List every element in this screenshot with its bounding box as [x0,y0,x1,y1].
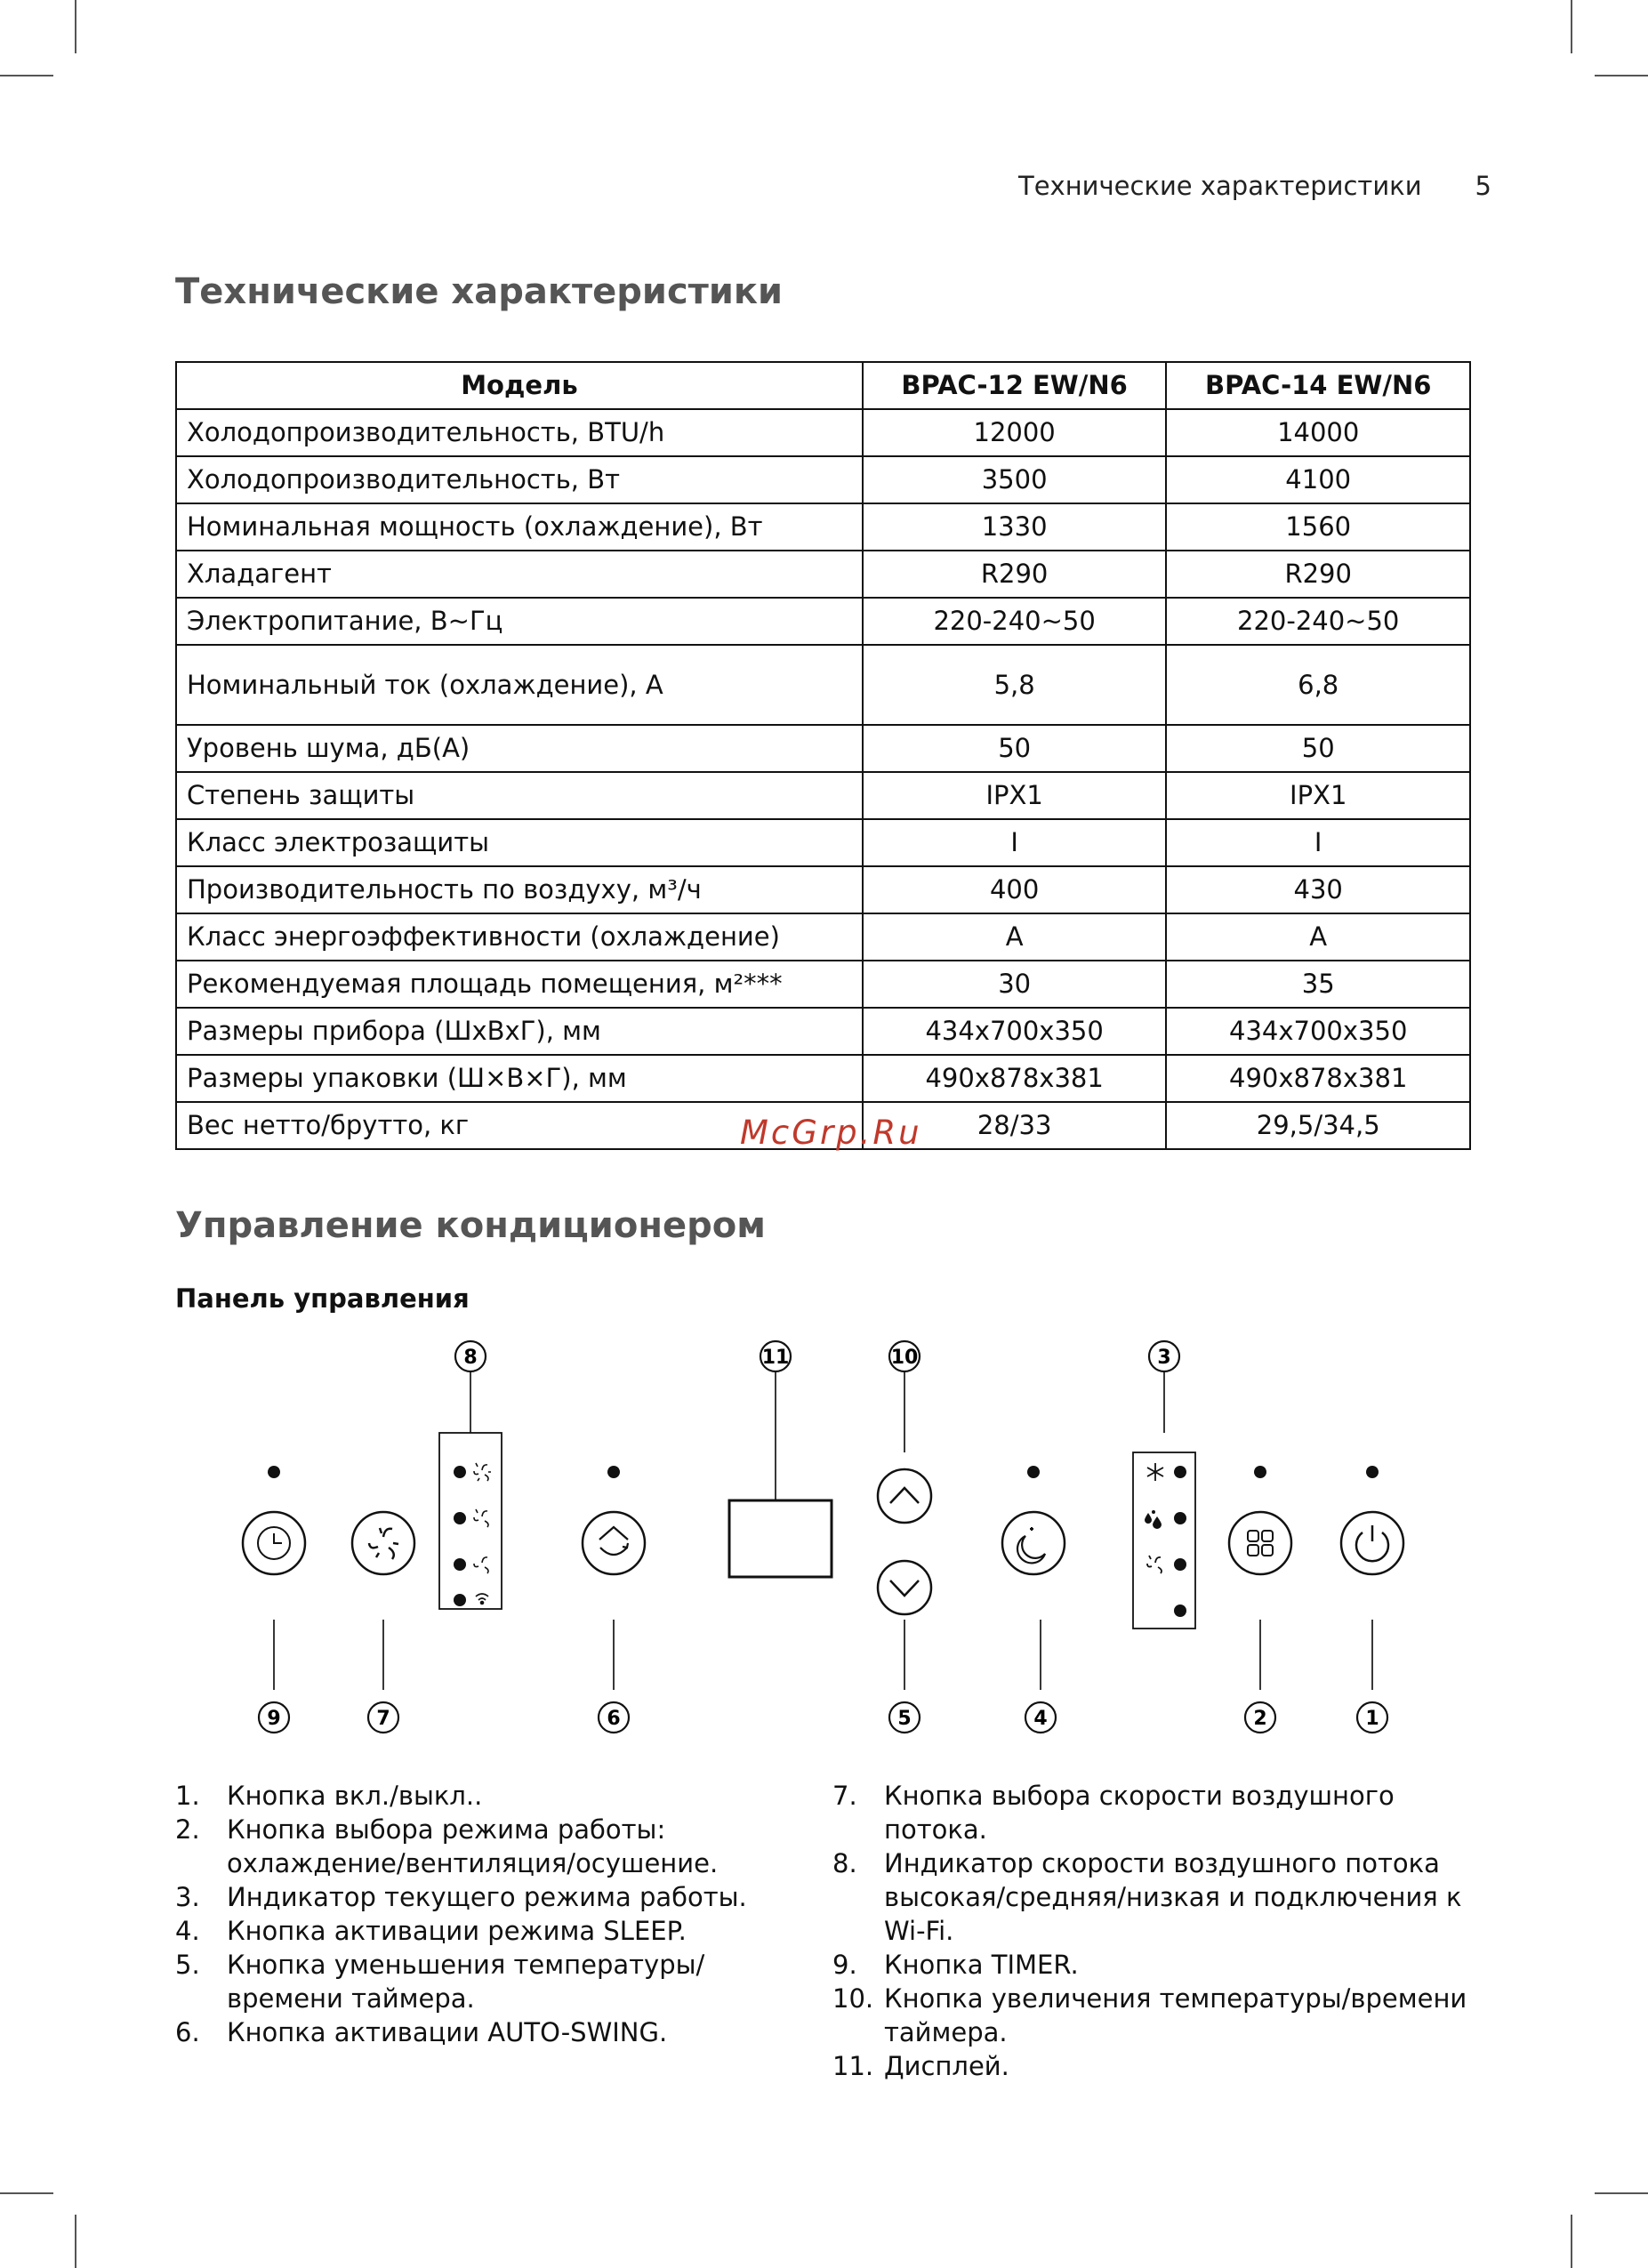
running-head [1018,171,1491,201]
spec-name: Размеры прибора (ШхВхГ), мм [176,1008,863,1055]
callout-marker [1149,1341,1179,1371]
legend-text: Индикатор скорости воздушного потока высокая/средняя/низкая и подключения к Wi-Fi. [884,1848,1462,1946]
crop-mark [1571,0,1572,53]
spec-value: 4100 [1166,456,1470,503]
led-indicator [454,1466,466,1478]
callout-label: 7 [376,1708,390,1730]
callout-label: 3 [1157,1347,1171,1369]
callout-label: 11 [761,1347,790,1369]
spec-value: 50 [863,725,1167,772]
legend-item [832,1982,1473,2049]
chevron-down-icon [890,1580,919,1596]
legend-number: 10. [832,1983,874,2014]
table-header-row [176,362,1470,409]
callout-marker [889,1702,920,1733]
legend-number: 4. [175,1916,200,1946]
table-row [176,598,1470,645]
legend-number: 7. [832,1781,857,1811]
column-header: BPAC-12 EW/N6 [863,362,1167,409]
legend-text: Кнопка активации режима SLEEP. [227,1916,687,1946]
crop-mark [1595,2192,1648,2194]
legend-item [832,1948,1473,1982]
led-indicator [454,1594,466,1606]
spec-name: Класс электрозащиты [176,819,863,866]
callout-marker [455,1341,486,1371]
callout-marker [1357,1702,1387,1733]
legend-left [175,1779,816,2049]
spec-name: Уровень шума, дБ(А) [176,725,863,772]
callout-label: 9 [267,1708,281,1730]
legend-text: Кнопка увеличения температуры/времени таймера. [884,1983,1467,2047]
auto-swing-button[interactable] [583,1512,645,1574]
spec-value: 434х700х350 [1166,1008,1470,1055]
legend-item [175,1880,816,1914]
mode-button[interactable] [1229,1512,1291,1574]
crop-mark [75,2215,76,2268]
table-row [176,819,1470,866]
spec-value: I [1166,819,1470,866]
fan-mode-icon [1147,1556,1162,1573]
led-indicator [1254,1466,1266,1478]
legend-number: 11. [832,2051,874,2081]
fan-medium-icon [474,1509,488,1527]
spec-value: 28/33 [863,1102,1167,1149]
callout-marker [599,1702,629,1733]
callout-label: 2 [1253,1708,1267,1730]
led-indicator [268,1466,280,1478]
spec-value: 434х700х350 [863,1008,1167,1055]
column-header: Модель [176,362,863,409]
spec-value: IPX1 [1166,772,1470,819]
legend-item [832,1846,1473,1948]
spec-name: Степень защиты [176,772,863,819]
spec-name: Холодопроизводительность, BTU/h [176,409,863,456]
spec-value: A [863,913,1167,961]
crop-mark [1595,75,1648,76]
spec-value: 30 [863,961,1167,1008]
spec-value: 6,8 [1166,645,1470,725]
legend-number: 8. [832,1848,857,1878]
legend-text: Индикатор текущего режима работы. [227,1882,747,1912]
legend-item [175,1779,816,1813]
callout-marker [259,1702,289,1733]
power-icon [1356,1525,1388,1561]
led-indicator [1174,1512,1186,1524]
legend-number: 2. [175,1814,200,1845]
spec-name: Производительность по воздуху, м³/ч [176,866,863,913]
callout-label: 8 [463,1347,478,1369]
spec-value: I [863,819,1167,866]
spec-value: 430 [1166,866,1470,913]
table-row [176,1055,1470,1102]
table-row [176,645,1470,725]
led-indicator [1366,1466,1379,1478]
running-head-title: Технические характеристики [1018,171,1422,201]
callout-marker [760,1341,791,1371]
temperature-up-button[interactable] [878,1469,931,1523]
spec-value: 490х878х381 [1166,1055,1470,1102]
fan-icon [369,1528,398,1559]
control-title: Управление кондиционером [175,1205,766,1246]
fan-high-icon [474,1463,491,1481]
mode-indicator [1133,1452,1195,1629]
spec-name: Вес нетто/брутто, кг [176,1102,863,1149]
legend-item [175,1914,816,1948]
legend-text: Дисплей. [884,2051,1009,2081]
timer-button[interactable] [243,1512,305,1574]
spec-value: 35 [1166,961,1470,1008]
spec-value: A [1166,913,1470,961]
legend-number: 1. [175,1781,200,1811]
spec-name: Номинальный ток (охлаждение), А [176,645,863,725]
panel-title: Панель управления [175,1283,470,1314]
specs-table [175,361,1471,1150]
spec-value: IPX1 [863,772,1167,819]
spec-value: 12000 [863,409,1167,456]
spec-value: 1560 [1166,503,1470,551]
column-header: BPAC-14 EW/N6 [1166,362,1470,409]
display-screen [729,1500,832,1577]
spec-value: 5,8 [863,645,1167,725]
spec-value: 1330 [863,503,1167,551]
temperature-down-button[interactable] [878,1561,931,1614]
table-row [176,725,1470,772]
spec-value: 490х878х381 [863,1055,1167,1102]
swing-icon [599,1527,628,1555]
led-indicator [1174,1466,1186,1478]
callout-label: 4 [1033,1708,1048,1730]
spec-name: Размеры упаковки (Ш×В×Г), мм [176,1055,863,1102]
table-row [176,456,1470,503]
grid-icon [1248,1531,1273,1556]
specs-title: Технические характеристики [175,271,784,312]
callout-marker [889,1341,920,1371]
spec-name: Хладагент [176,551,863,598]
legend-text: Кнопка TIMER. [884,1950,1079,1980]
table-row [176,503,1470,551]
control-panel-svg [175,1330,1483,1748]
crop-mark [1571,2215,1572,2268]
crop-mark [0,2192,53,2194]
legend-text: Кнопка уменьшения температуры/времени таймера. [227,1950,705,2014]
legend-item [832,1779,1473,1846]
led-indicator [1174,1604,1186,1617]
droplet-icon [1145,1510,1162,1529]
table-row [176,551,1470,598]
legend-text: Кнопка выбора режима работы: охлаждение/вентиляция/осушение. [227,1814,719,1878]
spec-value: 220-240~50 [1166,598,1470,645]
table-row [176,866,1470,913]
crop-mark [0,75,53,76]
legend-number: 3. [175,1882,200,1912]
snowflake-icon [1147,1463,1163,1481]
legend-text: Кнопка вкл./выкл.. [227,1781,483,1811]
legend-item [175,2015,816,2049]
led-indicator [454,1512,466,1524]
led-indicator [1027,1466,1040,1478]
spec-name: Рекомендуемая площадь помещения, м²*** [176,961,863,1008]
callout-marker [1245,1702,1275,1733]
led-indicator [454,1558,466,1571]
table-row [176,1008,1470,1055]
spec-value: R290 [1166,551,1470,598]
moon-icon [1017,1536,1045,1563]
power-button[interactable] [1341,1512,1403,1574]
control-panel-diagram [175,1330,1483,1748]
callout-label: 1 [1365,1708,1379,1730]
spec-name: Холодопроизводительность, Вт [176,456,863,503]
callout-label: 10 [890,1347,919,1369]
fan-speed-indicator [439,1433,502,1609]
table-row [176,961,1470,1008]
table-row [176,913,1470,961]
callout-label: 6 [607,1708,621,1730]
table-row [176,409,1470,456]
spec-value: 3500 [863,456,1167,503]
table-row [176,772,1470,819]
spec-name: Класс энергоэффективности (охлаждение) [176,913,863,961]
spec-value: 50 [1166,725,1470,772]
wifi-icon [476,1594,488,1604]
legend-text: Кнопка активации AUTO-SWING. [227,2017,668,2047]
spec-value: 14000 [1166,409,1470,456]
legend-number: 5. [175,1950,200,1980]
spec-value: 29,5/34,5 [1166,1102,1470,1149]
legend-text: Кнопка выбора скорости воздушного потока. [884,1781,1395,1845]
spec-name: Электропитание, В~Гц [176,598,863,645]
chevron-up-icon [890,1488,919,1503]
legend-number: 9. [832,1950,857,1980]
fan-low-icon [474,1557,488,1573]
led-indicator [607,1466,620,1478]
spec-name: Номинальная мощность (охлаждение), Вт [176,503,863,551]
watermark: McGrp.Ru [740,1114,922,1152]
fan-speed-button[interactable] [352,1512,414,1574]
spec-value: 400 [863,866,1167,913]
crop-mark [75,0,76,53]
led-indicator [1174,1558,1186,1571]
callout-label: 5 [897,1708,912,1730]
legend-item [832,2049,1473,2083]
legend-item [175,1813,816,1880]
callout-marker [368,1702,398,1733]
legend-item [175,1948,816,2015]
sleep-button[interactable] [1002,1512,1065,1574]
spec-value: 220-240~50 [863,598,1167,645]
legend-right [832,1779,1473,2083]
callout-marker [1025,1702,1056,1733]
spec-value: R290 [863,551,1167,598]
legend-number: 6. [175,2017,200,2047]
page-number: 5 [1475,171,1491,201]
